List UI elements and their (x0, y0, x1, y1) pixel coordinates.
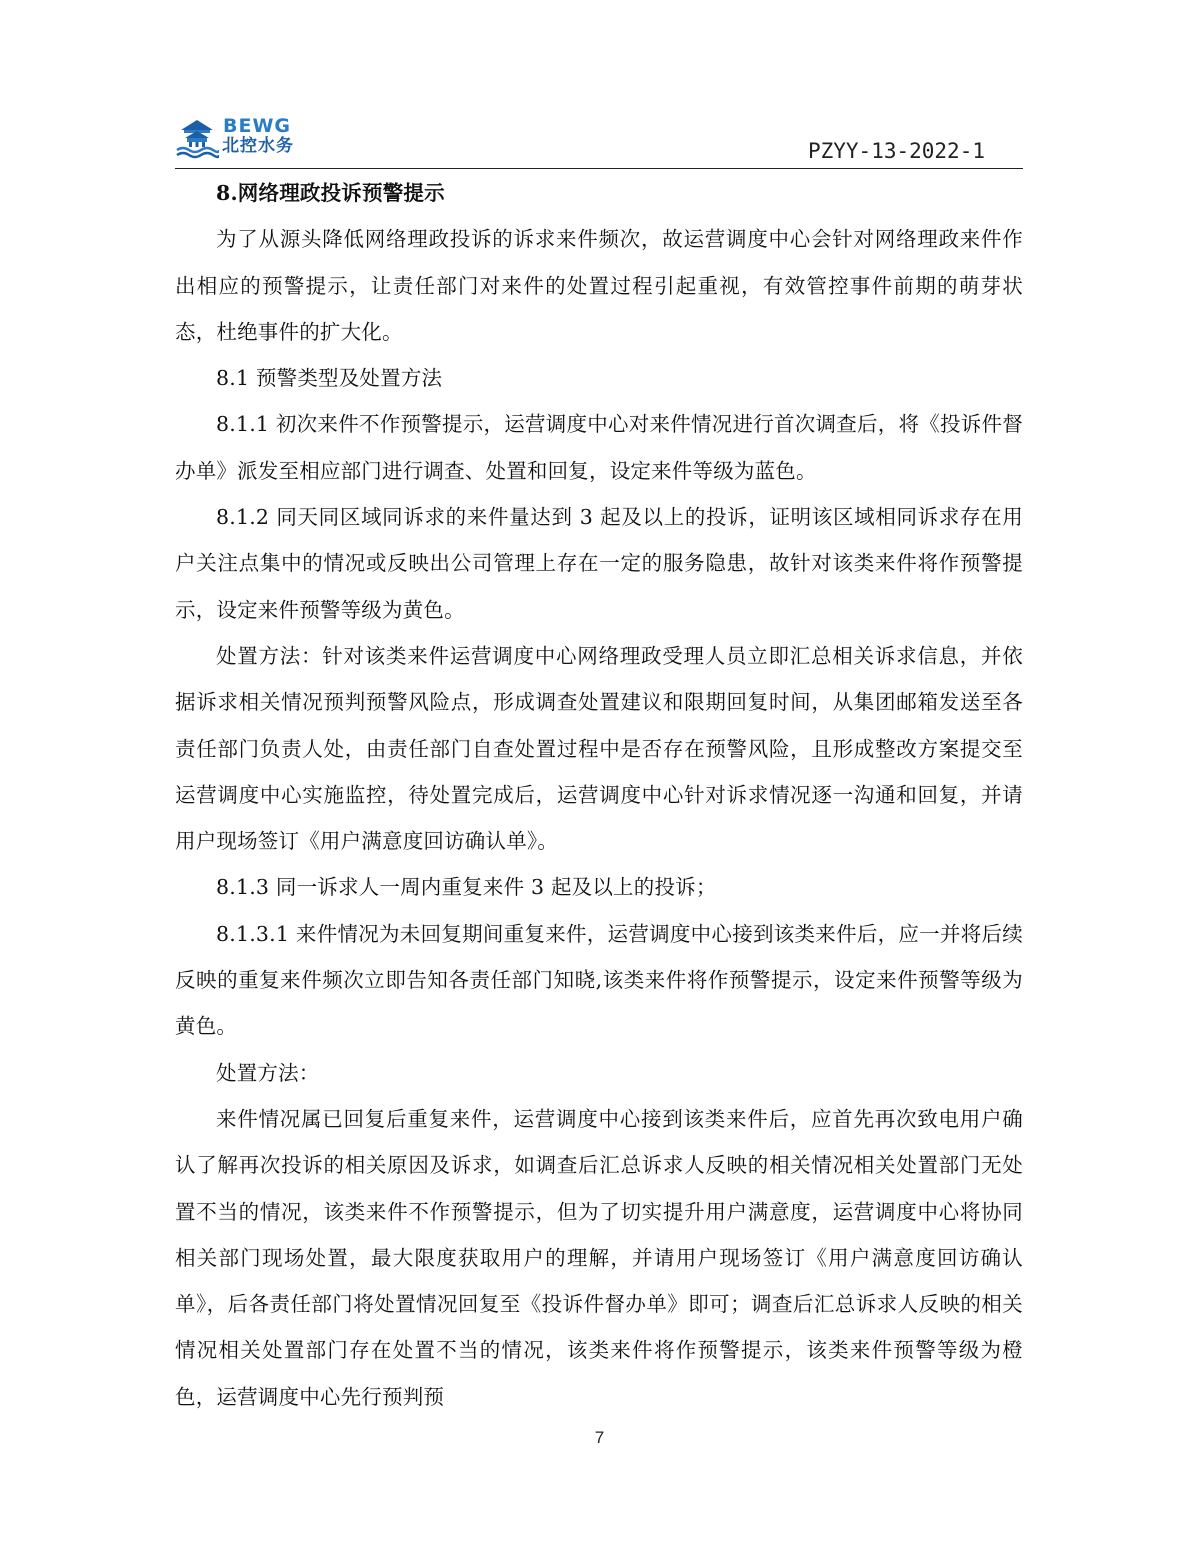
paragraph-8-1-1: 8.1.1 初次来件不作预警提示，运营调度中心对来件情况进行首次调查后，将《投诉件督办单》派发至相应部门进行调查、处置和回复，设定来件等级为蓝色。 (175, 412, 1023, 483)
paragraph-handling-method-1: 处置方法：针对该类来件运营调度中心网络理政受理人员立即汇总相关诉求信息，并依据诉求相关情况预判预警风险点，形成调查处置建议和限期回复时间，从集团邮箱发送至各责任部门负责人处，由责任部门自查处置过程中是否存在预警风险，且形成整改方案提交至运营调度中心实施监控，待处置完成后，运营调度中心针对诉求情况逐一沟通和回复，并请用户现场签订《用户满意度回访确认单》。 (175, 643, 1023, 854)
document-code: PZYY-13-2022-1 (807, 139, 985, 163)
paragraph-8-1-2: 8.1.2 同天同区域同诉求的来件量达到 3 起及以上的投诉，证明该区域相同诉求存在用户关注点集中的情况或反映出公司管理上存在一定的服务隐患，故针对该类来件将作预警提示，设定来件预警等级为黄色。 (175, 505, 1023, 622)
paragraph-8-1-title: 8.1 预警类型及处置方法 (216, 366, 443, 391)
paragraph-intro: 为了从源头降低网络理政投诉的诉求来件频次，故运营调度中心会针对网络理政来件作出相应的预警提示，让责任部门对来件的处置过程引起重视，有效管控事件前期的萌芽状态，杜绝事件的扩大化。 (175, 227, 1023, 344)
header-divider (175, 168, 1023, 169)
logo-chinese-text: 北控水务 (222, 136, 294, 156)
document-body (175, 170, 1023, 1420)
page-header (175, 112, 1023, 172)
paragraph-handling-method-2: 来件情况属已回复后重复来件，运营调度中心接到该类来件后，应首先再次致电用户确认了解再次投诉的相关原因及诉求，如调查后汇总诉求人反映的相关情况相关处置部门无处置不当的情况，该类来件不作预警提示，但为了切实提升用户满意度，运营调度中心将协同相关部门现场处置，最大限度获取用户的理解，并请用户现场签订《用户满意度回访确认单》，后各责任部门将处置情况回复至《投诉件督办单》即可；调查后汇总诉求人反映的相关情况相关处置部门存在处置不当的情况，该类来件将作预警提示，该类来件预警等级为橙色，运营调度中心先行预判预 (175, 1106, 1023, 1409)
logo-english-text: BEWG (223, 115, 292, 137)
page-number: 7 (594, 1428, 605, 1447)
section-heading: 8.网络理政投诉预警提示 (216, 181, 445, 205)
company-logo (175, 116, 315, 160)
paragraph-8-1-3: 8.1.3 同一诉求人一周内重复来件 3 起及以上的投诉； (216, 875, 717, 900)
temple-wave-icon (175, 116, 219, 160)
paragraph-handling-method-label: 处置方法： (216, 1060, 320, 1085)
paragraph-8-1-3-1: 8.1.3.1 来件情况为未回复期间重复来件，运营调度中心接到该类来件后，应一并将后续反映的重复来件频次立即告知各责任部门知晓,该类来件将作预警提示，设定来件预警等级为黄色。 (175, 921, 1023, 1039)
